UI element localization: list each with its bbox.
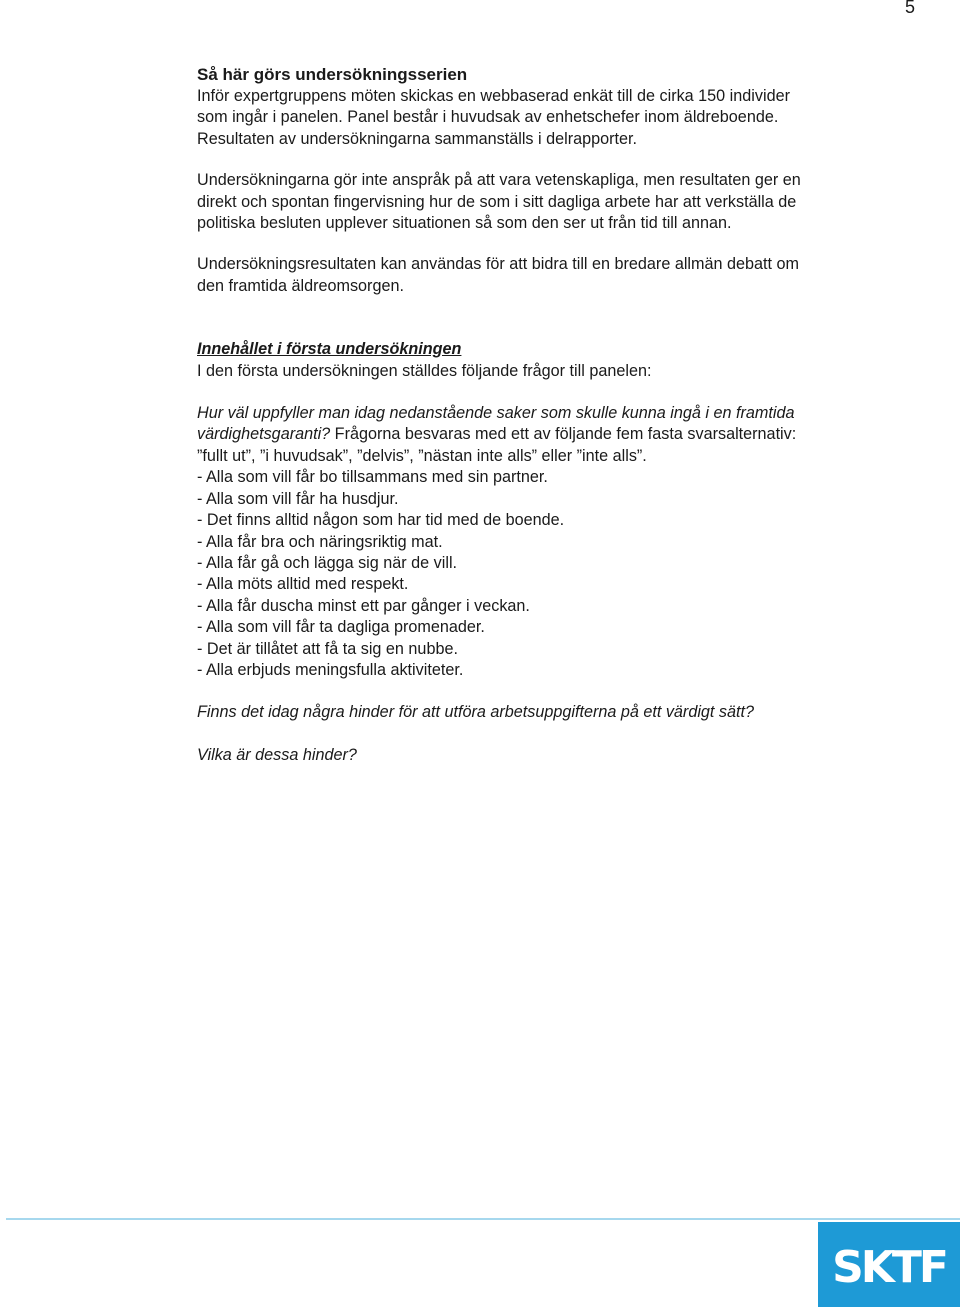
list-item: - Det finns alltid någon som har tid med de boende.	[197, 511, 565, 530]
list-item: - Alla erbjuds meningsfulla aktiviteter.	[197, 660, 464, 679]
question-italic-part: värdighetsgaranti?	[197, 425, 331, 444]
paragraph-line: Inför expertgruppens möten skickas en webbaserad enkät till de cirka 150 individer	[197, 87, 790, 105]
list-item: - Alla får gå och lägga sig när de vill.	[197, 553, 458, 572]
question-block	[197, 403, 897, 467]
paragraph-line: Undersökningsresultaten kan användas för att bidra till en bredare allmän debatt om	[197, 255, 799, 274]
list-item: - Det är tillåtet att få ta sig en nubbe.	[197, 639, 458, 658]
paragraph-line: politiska besluten upplever situationen så som den ser ut från tid till annan.	[197, 214, 732, 233]
survey-intro: I den första undersökningen ställdes följande frågor till panelen:	[197, 361, 652, 380]
paragraph-line: Undersökningarna gör inte anspråk på att vara vetenskapliga, men resultaten ger en	[197, 171, 801, 190]
answer-options-line: ”fullt ut”, ”i huvudsak”, ”delvis”, ”nästan inte alls” eller ”inte alls”.	[197, 446, 647, 465]
list-item: - Alla som vill får ta dagliga promenader.	[197, 618, 485, 637]
question-rest-part: Frågorna besvaras med ett av följande fem fasta svarsalternativ:	[330, 425, 797, 444]
list-item: - Alla som vill får ha husdjur.	[197, 489, 399, 508]
sktf-logo-mark	[818, 1222, 960, 1307]
paragraph-line: den framtida äldreomsorgen.	[197, 276, 404, 295]
logo-text: SKTF	[832, 1242, 946, 1293]
page-number: 5	[905, 0, 916, 17]
document-body	[197, 64, 897, 766]
section-heading-survey-series: Så här görs undersökningsserien	[197, 65, 468, 84]
paragraph-line: som ingår i panelen. Panel består i huvudsak av enhetschefer inom äldreboende.	[197, 108, 779, 127]
list-item: - Alla möts alltid med respekt.	[197, 575, 409, 594]
question-line	[197, 424, 897, 445]
list-item: - Alla får bra och näringsriktig mat.	[197, 532, 443, 551]
question-which-obstacles: Vilka är dessa hinder?	[197, 745, 357, 764]
sktf-logo	[818, 1222, 960, 1307]
section-heading-first-survey: Innehållet i första undersökningen	[197, 340, 462, 359]
paragraph-line: direkt och spontan fingervisning hur de som i sitt dagliga arbete har att verkställa de	[197, 192, 797, 211]
survey-item-list	[197, 467, 897, 681]
question-line: Hur väl uppfyller man idag nedanstående saker som skulle kunna ingå i en framtida	[197, 404, 795, 423]
list-item: - Alla får duscha minst ett par gånger i veckan.	[197, 596, 530, 615]
paragraph-debate	[197, 254, 897, 297]
question-obstacles: Finns det idag några hinder för att utföra arbetsuppgifterna på ett värdigt sätt?	[197, 703, 755, 722]
list-item: - Alla som vill får bo tillsammans med sin partner.	[197, 468, 548, 487]
paragraph-line: Resultaten av undersökningarna sammanställs i delrapporter.	[197, 129, 638, 148]
paragraph-scientific-claim	[197, 170, 897, 234]
footer-divider	[6, 1218, 960, 1220]
section-first-survey	[197, 339, 897, 766]
